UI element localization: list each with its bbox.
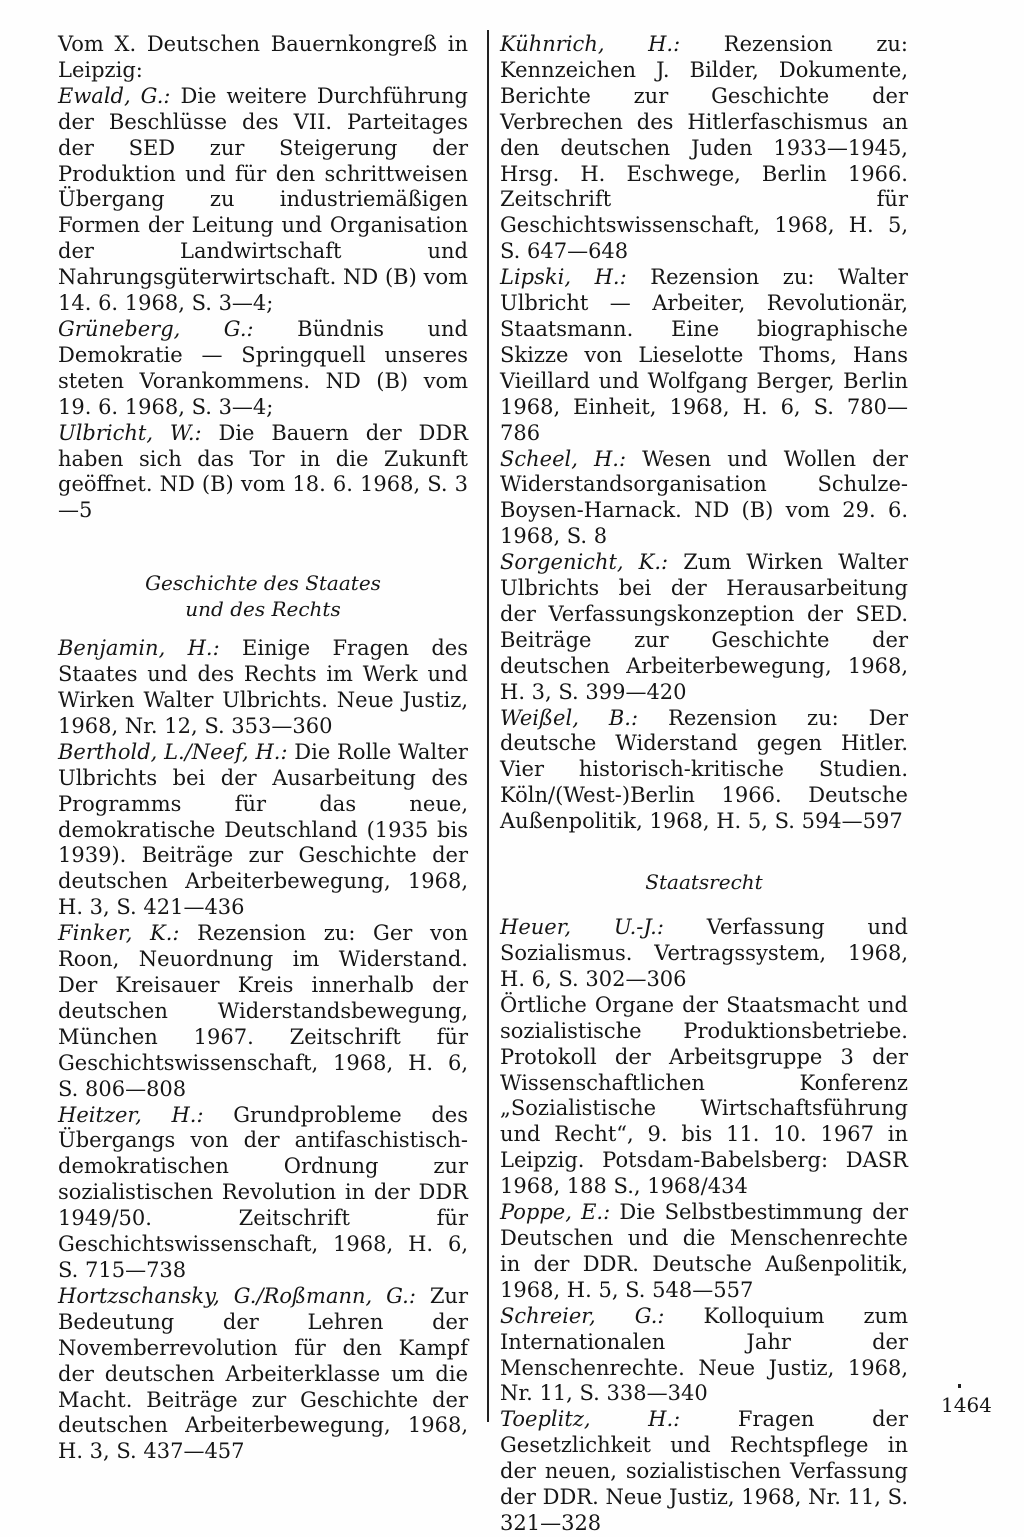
entry-text: Örtliche Organe der Staatsmacht und sozialistische Produktionsbetriebe. Protokoll der Arbeitsgruppe 3 der Wissenschaftlichen Konferenz „Sozialistische Wirtschaftsführung und Recht“, 9. bis 11. 10. 1967 in Leipzig. Potsdam-Babelsberg: DASR 1968, 188 S., 1968/434 [500, 992, 908, 1199]
bibliography-entry [500, 1407, 908, 1537]
margin-mark [958, 1384, 961, 1388]
entry-text: Die weitere Durchführung der Beschlüsse des VII. Parteitages der SED zur Steigerung der Produktion und für den schrittweisen Übergang zu industriemäßigen Formen der Leitung und Organisation der Landwirtschaft und Nahrungsgüterwirtschaft. ND (B) vom 14. 6. 1968, S. 3—4; [58, 83, 468, 316]
entry-text: Einige Fragen des Staates und des Rechts im Werk und Wirken Walter Ulbrichts. Neue Justiz, 1968, Nr. 12, S. 353—360 [58, 636, 468, 738]
bibliography-entry [58, 1284, 468, 1465]
entry-author: Lipski, H.: [500, 265, 627, 290]
entry-author: Toeplitz, H.: [500, 1407, 681, 1432]
left-column [58, 32, 468, 1465]
entry-text: Die Bauern der DDR haben sich das Tor in die Zukunft geöffnet. ND (B) vom 18. 6. 1968, S. 3—5 [58, 420, 469, 523]
bibliography-entry [58, 921, 468, 1102]
entry-author: Heuer, U.-J.: [500, 915, 664, 940]
bibliography-entry [500, 32, 908, 265]
entry-author: Ulbricht, W.: [58, 420, 202, 445]
entry-author: Weißel, B.: [500, 705, 639, 730]
bibliography-entry [500, 447, 908, 551]
entry-author: Berthold, L./Neef, H.: [58, 739, 288, 764]
entry-author: Ewald, G.: [58, 83, 171, 108]
bibliography-entry [58, 84, 468, 317]
entry-text: Zur Bedeutung der Lehren der Novemberrevolution für den Kampf der deutschen Arbeiterklasse um die Macht. Beiträge zur Geschichte der deutschen Arbeiterbewegung, 1968, H. 3, S. 437—457 [58, 1283, 468, 1464]
bibliography-entry [500, 550, 908, 705]
bibliography-entry [58, 636, 468, 740]
page-number: 1464 [941, 1393, 992, 1417]
entry-text: Bündnis und Demokratie — Springquell unseres steten Vorankommens. ND (B) vom 19. 6. 1968, S. 3—4; [58, 316, 468, 419]
entry-author: Schreier, G.: [500, 1303, 665, 1328]
column-divider [487, 30, 489, 1422]
entry-text: Die Rolle Walter Ulbrichts bei der Ausarbeitung des Programms für das neue, demokratische Deutschland (1935 bis 1939). Beiträge zur Geschichte der deutschen Arbeiterbewegung, 1968, H. 3, S. 421—436 [58, 739, 468, 920]
entries-right-a [500, 32, 908, 835]
section-intro: Vom X. Deutschen Bauernkongreß in Leipzig: [58, 32, 468, 82]
entry-author: Finker, K.: [58, 921, 180, 946]
entries-right-b [500, 915, 908, 1537]
entry-author: Benjamin, H.: [58, 636, 220, 661]
entry-author: Heitzer, H.: [58, 1102, 204, 1127]
entry-text: Zum Wirken Walter Ulbrichts bei der Herausarbeitung der Verfassungskonzeption der SED. Beiträge zur Geschichte der deutschen Arbeiterbewegung, 1968, H. 3, S. 399—420 [500, 550, 908, 704]
bibliography-entry [500, 706, 908, 836]
section-heading-line1: Geschichte des Staates [145, 571, 381, 596]
bibliography-entry [58, 740, 468, 921]
entry-author: Grüneberg, G.: [58, 316, 254, 341]
bibliography-entry [58, 421, 468, 525]
entries-left-a [58, 84, 468, 524]
entry-text: Rezension zu: Walter Ulbricht — Arbeiter, Revolutionär, Staatsmann. Eine biographische Skizze von Lieselotte Thoms, Hans Vieillard und Wolfgang Berger, Berlin 1968, Einheit, 1968, H. 6, S. 780—786 [500, 265, 908, 445]
bibliography-entry [500, 265, 908, 446]
section-heading-line2: und des Rechts [185, 597, 341, 622]
bibliography-entry [58, 1103, 468, 1284]
bibliography-entry [500, 993, 908, 1200]
entries-left-b [58, 636, 468, 1465]
entry-text: Kolloquium zum Internationalen Jahr der Menschenrechte. Neue Justiz, 1968, Nr. 11, S. 338—340 [500, 1303, 908, 1406]
bibliography-entry [500, 1200, 908, 1304]
right-column [500, 32, 908, 1537]
entry-text: Fragen der Gesetzlichkeit und Rechtspflege in der neuen, sozialistischen Verfassung der DDR. Neue Justiz, 1968, Nr. 11, S. 321—328 [500, 1407, 908, 1535]
entry-text: Wesen und Wollen der Widerstandsorganisation Schulze-Boysen-Harnack. ND (B) vom 29. 6. 1968, S. 8 [500, 446, 908, 549]
entry-text: Rezension zu: Kennzeichen J. Bilder, Dokumente, Berichte zur Geschichte der Verbrechen des Hitlerfaschismus an den deutschen Juden 1933—1945, Hrsg. H. Eschwege, Berlin 1966. Zeitschrift für Geschichtswissenschaft, 1968, H. 5, S. 647—648 [500, 32, 908, 264]
bibliography-entry [500, 1304, 908, 1408]
entry-text: Die Selbstbestimmung der Deutschen und die Menschenrechte in der DDR. Deutsche Außenpolitik, 1968, H. 5, S. 548—557 [500, 1200, 908, 1302]
entry-text: Rezension zu: Ger von Roon, Neuordnung im Widerstand. Der Kreisauer Kreis innerhalb der deutschen Widerstandsbewegung, München 1967. Zeitschrift für Geschichtswissenschaft, 1968, H. 6, S. 806—808 [58, 921, 468, 1101]
bibliography-entry [500, 915, 908, 993]
bibliography-entry [58, 317, 468, 421]
entry-text: Verfassung und Sozialismus. Vertragssystem, 1968, H. 6, S. 302—306 [500, 915, 908, 991]
entry-author: Hortzschansky, G./Roßmann, G.: [58, 1283, 416, 1308]
section-heading: Staatsrecht [645, 870, 763, 895]
entry-author: Scheel, H.: [500, 446, 627, 471]
entry-author: Kühnrich, H.: [500, 32, 681, 56]
entry-author: Poppe, E.: [500, 1200, 611, 1225]
entry-author: Sorgenicht, K.: [500, 550, 669, 575]
entry-text: Rezension zu: Der deutsche Widerstand gegen Hitler. Vier historisch-kritische Studien. Köln/(West-)Berlin 1966. Deutsche Außenpolitik, 1968, H. 5, S. 594—597 [500, 705, 908, 834]
entry-text: Grundprobleme des Übergangs von der antifaschistisch-demokratischen Ordnung zur sozialistischen Revolution in der DDR 1949/50. Zeitschrift für Geschichtswissenschaft, 1968, H. 6, S. 715—738 [58, 1102, 468, 1282]
